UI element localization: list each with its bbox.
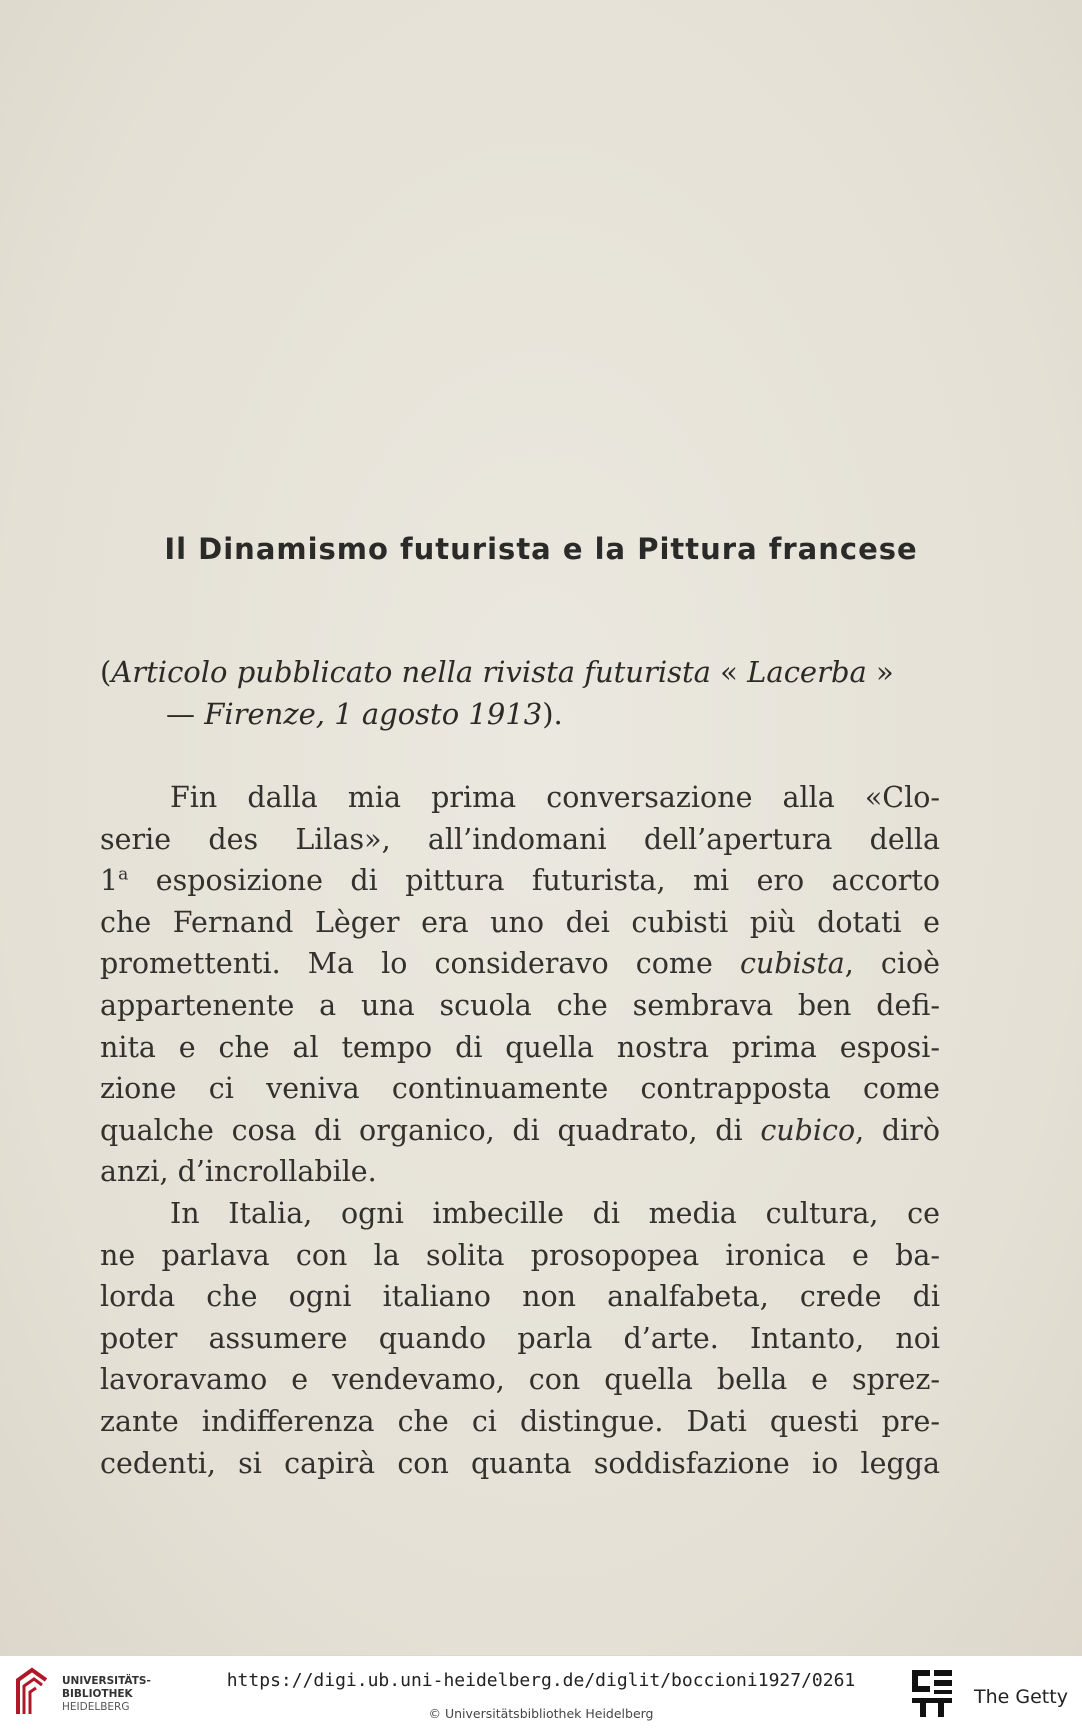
text-line: 1$^a$ esposizione di pittura futurista, mi ero accorto: [100, 864, 940, 898]
text-line: ne parlava con la solita prosopopea ironica e ba-: [100, 1238, 940, 1272]
article-date: Firenze, 1 agosto 1913: [204, 697, 543, 731]
getty-partner-name[interactable]: The Getty: [974, 1686, 1068, 1708]
text-line: zione ci veniva continuamente contrapposta come: [100, 1072, 940, 1106]
article-note: [100, 651, 960, 735]
article-note-line-1: (Articolo pubblicato nella rivista futurista « Lacerba »: [100, 655, 894, 689]
text-line: lavoravamo e vendevamo, con quella bella e sprez-: [100, 1363, 940, 1397]
text-line: zante indifferenza che ci distingue. Dati questi pre-: [100, 1404, 940, 1438]
text-line: lorda che ogni italiano non analfabeta, crede di: [100, 1280, 940, 1314]
article-note-line-2: — Firenze, 1 agosto 1913).: [166, 697, 563, 731]
text-line: che Fernand Lèger era uno dei cubisti più dotati e: [100, 905, 940, 939]
text-line: In Italia, ogni imbecille di media cultura, ce: [170, 1196, 940, 1230]
copyright-notice: © Universitätsbibliothek Heidelberg: [428, 1706, 654, 1721]
article-note-text: Articolo pubblicato nella rivista futurista: [111, 655, 711, 689]
getty-logo-icon[interactable]: [910, 1668, 956, 1720]
text-line: anzi, d’incrollabile.: [100, 1155, 377, 1189]
chapter-title: Il Dinamismo futurista e la Pittura francese: [164, 532, 918, 566]
text-line: Fin dalla mia prima conversazione alla «Clo-: [170, 781, 940, 814]
viewer-footer: [0, 1655, 1082, 1734]
body-text: [100, 777, 940, 1484]
text-line: poter assumere quando parla d’arte. Intanto, noi: [100, 1321, 940, 1355]
text-line: cedenti, si capirà con quanta soddisfazione io legga: [100, 1446, 940, 1480]
text-line: promettenti. Ma lo consideravo come cubista, cioè: [100, 947, 940, 981]
university-library-name[interactable]: UNIVERSITÄTS- BIBLIOTHEK HEIDELBERG: [62, 1675, 151, 1713]
journal-name: Lacerba: [747, 655, 867, 689]
text-line: qualche cosa di organico, di quadrato, di cubico, dirò: [100, 1113, 940, 1147]
permalink-url[interactable]: https://digi.ub.uni-heidelberg.de/diglit/boccioni1927/0261: [226, 1670, 856, 1691]
text-line: appartenente a una scuola che sembrava ben defi-: [100, 988, 940, 1022]
text-line: serie des Lilas», all’indomani dell’apertura della: [100, 822, 940, 856]
text-line: nita e che al tempo di quella nostra prima esposi-: [100, 1030, 940, 1064]
